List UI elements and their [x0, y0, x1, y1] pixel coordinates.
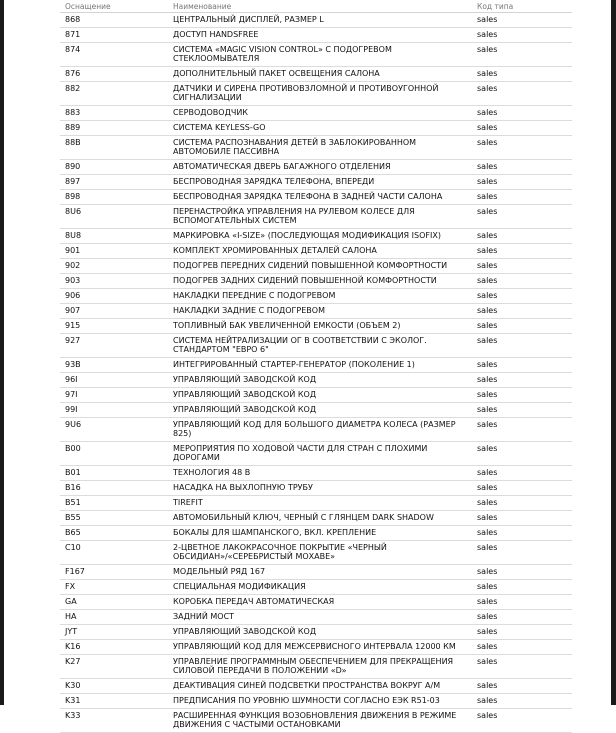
cell-type: sales — [472, 274, 572, 289]
cell-type: sales — [472, 373, 572, 388]
table-row — [60, 106, 572, 121]
header-type: Код типа — [472, 0, 572, 13]
cell-code: 874 — [60, 43, 168, 67]
cell-code: B55 — [60, 511, 168, 526]
cell-name: ЦЕНТРАЛЬНЫЙ ДИСПЛЕЙ, РАЗМЕР L — [168, 13, 472, 28]
table-row — [60, 205, 572, 229]
cell-code: 897 — [60, 175, 168, 190]
table-row — [60, 580, 572, 595]
header-code: Оснащение — [60, 0, 168, 13]
cell-name: МАРКИРОВКА «I-SIZE» (ПОСЛЕДУЮЩАЯ МОДИФИКАЦИЯ ISOFIX) — [168, 229, 472, 244]
cell-code: B51 — [60, 496, 168, 511]
header-name: Наименование — [168, 0, 472, 13]
cell-name: СЕРВОДОВОДЧИК — [168, 106, 472, 121]
cell-type: sales — [472, 319, 572, 334]
cell-type: sales — [472, 610, 572, 625]
cell-code: K16 — [60, 640, 168, 655]
cell-type: sales — [472, 67, 572, 82]
table-row — [60, 304, 572, 319]
cell-code: 927 — [60, 334, 168, 358]
table-row — [60, 610, 572, 625]
cell-type: sales — [472, 82, 572, 106]
cell-name: УПРАВЛЯЮЩИЙ ЗАВОДСКОЙ КОД — [168, 388, 472, 403]
table-row — [60, 595, 572, 610]
cell-type: sales — [472, 541, 572, 565]
table-row — [60, 679, 572, 694]
table-row — [60, 565, 572, 580]
cell-name: ДЕАКТИВАЦИЯ СИНЕЙ ПОДСВЕТКИ ПРОСТРАНСТВА ВОКРУГ А/М — [168, 679, 472, 694]
cell-type: sales — [472, 403, 572, 418]
cell-code: 871 — [60, 28, 168, 43]
table-row — [60, 442, 572, 466]
equipment-table — [60, 0, 572, 733]
cell-code: K31 — [60, 694, 168, 709]
table-row — [60, 526, 572, 541]
table-header-row — [60, 0, 572, 13]
table-row — [60, 334, 572, 358]
cell-code: 906 — [60, 289, 168, 304]
cell-name: НАКЛАДКИ ПЕРЕДНИЕ С ПОДОГРЕВОМ — [168, 289, 472, 304]
cell-type: sales — [472, 388, 572, 403]
table-row — [60, 82, 572, 106]
cell-type: sales — [472, 565, 572, 580]
cell-type: sales — [472, 43, 572, 67]
cell-type: sales — [472, 190, 572, 205]
cell-name: МЕРОПРИЯТИЯ ПО ХОДОВОЙ ЧАСТИ ДЛЯ СТРАН С ПЛОХИМИ ДОРОГАМИ — [168, 442, 472, 466]
cell-type: sales — [472, 655, 572, 679]
cell-type: sales — [472, 121, 572, 136]
table-row — [60, 388, 572, 403]
cell-name: УПРАВЛЯЮЩИЙ ЗАВОДСКОЙ КОД — [168, 625, 472, 640]
cell-name: АВТОМАТИЧЕСКАЯ ДВЕРЬ БАГАЖНОГО ОТДЕЛЕНИЯ — [168, 160, 472, 175]
cell-code: JYT — [60, 625, 168, 640]
cell-type: sales — [472, 334, 572, 358]
cell-name: TIREFIT — [168, 496, 472, 511]
table-row — [60, 244, 572, 259]
cell-code: 88B — [60, 136, 168, 160]
cell-code: K30 — [60, 679, 168, 694]
table-row — [60, 496, 572, 511]
cell-code: HA — [60, 610, 168, 625]
cell-type: sales — [472, 205, 572, 229]
cell-type: sales — [472, 481, 572, 496]
table-row — [60, 418, 572, 442]
table-row — [60, 481, 572, 496]
cell-type: sales — [472, 160, 572, 175]
cell-type: sales — [472, 511, 572, 526]
cell-code: B65 — [60, 526, 168, 541]
table-row — [60, 655, 572, 679]
cell-name: АВТОМОБИЛЬНЫЙ КЛЮЧ, ЧЕРНЫЙ С ГЛЯНЦЕМ DARK SHADOW — [168, 511, 472, 526]
cell-code: 898 — [60, 190, 168, 205]
table-row — [60, 319, 572, 334]
cell-code: B00 — [60, 442, 168, 466]
cell-code: 883 — [60, 106, 168, 121]
table-row — [60, 43, 572, 67]
cell-name: ДОПОЛНИТЕЛЬНЫЙ ПАКЕТ ОСВЕЩЕНИЯ САЛОНА — [168, 67, 472, 82]
left-dark-edge — [0, 0, 4, 705]
right-dark-edge — [611, 0, 616, 705]
table-row — [60, 28, 572, 43]
cell-name: РАСШИРЕННАЯ ФУНКЦИЯ ВОЗОБНОВЛЕНИЯ ДВИЖЕНИЯ В РЕЖИМЕ ДВИЖЕНИЯ С ЧАСТЫМИ ОСТАНОВКАМИ — [168, 709, 472, 733]
cell-type: sales — [472, 229, 572, 244]
cell-code: 907 — [60, 304, 168, 319]
cell-name: 2-ЦВЕТНОЕ ЛАКОКРАСОЧНОЕ ПОКРЫТИЕ «ЧЕРНЫЙ ОБСИДИАН»/«СЕРЕБРИСТЫЙ МОХАВЕ» — [168, 541, 472, 565]
cell-code: FX — [60, 580, 168, 595]
table-row — [60, 541, 572, 565]
cell-code: F167 — [60, 565, 168, 580]
cell-name: БОКАЛЫ ДЛЯ ШАМПАНСКОГО, ВКЛ. КРЕПЛЕНИЕ — [168, 526, 472, 541]
cell-code: 903 — [60, 274, 168, 289]
cell-code: 889 — [60, 121, 168, 136]
table-row — [60, 67, 572, 82]
table-row — [60, 640, 572, 655]
cell-code: 9U6 — [60, 418, 168, 442]
cell-name: БЕСПРОВОДНАЯ ЗАРЯДКА ТЕЛЕФОНА, ВПЕРЕДИ — [168, 175, 472, 190]
cell-name: СИСТЕМА «MAGIC VISION CONTROL» С ПОДОГРЕВОМ СТЕКЛООМЫВАТЕЛЯ — [168, 43, 472, 67]
cell-name: ТЕХНОЛОГИЯ 48 В — [168, 466, 472, 481]
cell-code: 882 — [60, 82, 168, 106]
cell-code: 96I — [60, 373, 168, 388]
cell-name: КОМПЛЕКТ ХРОМИРОВАННЫХ ДЕТАЛЕЙ САЛОНА — [168, 244, 472, 259]
cell-code: 8U8 — [60, 229, 168, 244]
table-row — [60, 403, 572, 418]
cell-name: СПЕЦИАЛЬНАЯ МОДИФИКАЦИЯ — [168, 580, 472, 595]
cell-type: sales — [472, 580, 572, 595]
cell-name: НАКЛАДКИ ЗАДНИЕ С ПОДОГРЕВОМ — [168, 304, 472, 319]
cell-name: ЗАДНИЙ МОСТ — [168, 610, 472, 625]
cell-code: 902 — [60, 259, 168, 274]
cell-type: sales — [472, 175, 572, 190]
table-row — [60, 466, 572, 481]
cell-name: СИСТЕМА НЕЙТРАЛИЗАЦИИ ОГ В СООТВЕТСТВИИ С ЭКОЛОГ. СТАНДАРТОМ "ЕВРО 6" — [168, 334, 472, 358]
table-row — [60, 136, 572, 160]
cell-type: sales — [472, 106, 572, 121]
cell-type: sales — [472, 640, 572, 655]
table-body — [60, 13, 572, 733]
cell-code: C10 — [60, 541, 168, 565]
cell-code: K27 — [60, 655, 168, 679]
cell-type: sales — [472, 694, 572, 709]
cell-name: ПОДОГРЕВ ЗАДНИХ СИДЕНИЙ ПОВЫШЕННОЙ КОМФОРТНОСТИ — [168, 274, 472, 289]
cell-name: ПРЕДПИСАНИЯ ПО УРОВНЮ ШУМНОСТИ СОГЛАСНО ЕЭК R51-03 — [168, 694, 472, 709]
cell-type: sales — [472, 358, 572, 373]
cell-code: 868 — [60, 13, 168, 28]
cell-type: sales — [472, 418, 572, 442]
cell-code: 8U6 — [60, 205, 168, 229]
cell-type: sales — [472, 304, 572, 319]
cell-type: sales — [472, 13, 572, 28]
cell-name: ДОСТУП HANDSFREE — [168, 28, 472, 43]
cell-name: ДАТЧИКИ И СИРЕНА ПРОТИВОВЗЛОМНОЙ И ПРОТИВОУГОННОЙ СИГНАЛИЗАЦИИ — [168, 82, 472, 106]
cell-type: sales — [472, 466, 572, 481]
cell-type: sales — [472, 442, 572, 466]
table-row — [60, 229, 572, 244]
cell-name: НАСАДКА НА ВЫХЛОПНУЮ ТРУБУ — [168, 481, 472, 496]
cell-code: 915 — [60, 319, 168, 334]
cell-code: 876 — [60, 67, 168, 82]
table-row — [60, 259, 572, 274]
table-row — [60, 358, 572, 373]
table-row — [60, 373, 572, 388]
cell-code: B01 — [60, 466, 168, 481]
cell-type: sales — [472, 625, 572, 640]
table-row — [60, 274, 572, 289]
table-row — [60, 694, 572, 709]
table-row — [60, 160, 572, 175]
cell-type: sales — [472, 28, 572, 43]
table-row — [60, 175, 572, 190]
cell-name: ТОПЛИВНЫЙ БАК УВЕЛИЧЕННОЙ ЕМКОСТИ (ОБЪЕМ 2) — [168, 319, 472, 334]
cell-code: K33 — [60, 709, 168, 733]
cell-code: 97I — [60, 388, 168, 403]
cell-name: ИНТЕГРИРОВАННЫЙ СТАРТЕР-ГЕНЕРАТОР (ПОКОЛЕНИЕ 1) — [168, 358, 472, 373]
table-row — [60, 289, 572, 304]
cell-name: СИСТЕМА РАСПОЗНАВАНИЯ ДЕТЕЙ В ЗАБЛОКИРОВАННОМ АВТОМОБИЛЕ ПАССИВНА — [168, 136, 472, 160]
cell-type: sales — [472, 595, 572, 610]
table-row — [60, 13, 572, 28]
table-row — [60, 709, 572, 733]
table-row — [60, 511, 572, 526]
cell-code: GA — [60, 595, 168, 610]
cell-type: sales — [472, 259, 572, 274]
cell-name: БЕСПРОВОДНАЯ ЗАРЯДКА ТЕЛЕФОНА В ЗАДНЕЙ ЧАСТИ САЛОНА — [168, 190, 472, 205]
cell-type: sales — [472, 136, 572, 160]
cell-name: СИСТЕМА KEYLESS-GO — [168, 121, 472, 136]
table-row — [60, 121, 572, 136]
cell-code: B16 — [60, 481, 168, 496]
cell-type: sales — [472, 496, 572, 511]
cell-code: 890 — [60, 160, 168, 175]
cell-code: 93B — [60, 358, 168, 373]
cell-name: УПРАВЛЯЮЩИЙ ЗАВОДСКОЙ КОД — [168, 403, 472, 418]
cell-name: ПЕРЕНАСТРОЙКА УПРАВЛЕНИЯ НА РУЛЕВОМ КОЛЕСЕ ДЛЯ ВСПОМОГАТЕЛЬНЫХ СИСТЕМ — [168, 205, 472, 229]
cell-name: УПРАВЛЯЮЩИЙ КОД ДЛЯ БОЛЬШОГО ДИАМЕТРА КОЛЕСА (РАЗМЕР 825) — [168, 418, 472, 442]
cell-type: sales — [472, 244, 572, 259]
cell-name: МОДЕЛЬНЫЙ РЯД 167 — [168, 565, 472, 580]
cell-name: УПРАВЛЕНИЕ ПРОГРАММНЫМ ОБЕСПЕЧЕНИЕМ ДЛЯ ПРЕКРАЩЕНИЯ СИЛОВОЙ ПЕРЕДАЧИ В ПОЛОЖЕНИИ «D» — [168, 655, 472, 679]
cell-code: 901 — [60, 244, 168, 259]
cell-code: 99I — [60, 403, 168, 418]
table-row — [60, 190, 572, 205]
cell-type: sales — [472, 526, 572, 541]
cell-type: sales — [472, 679, 572, 694]
cell-name: УПРАВЛЯЮЩИЙ ЗАВОДСКОЙ КОД — [168, 373, 472, 388]
cell-type: sales — [472, 289, 572, 304]
cell-name: ПОДОГРЕВ ПЕРЕДНИХ СИДЕНИЙ ПОВЫШЕННОЙ КОМФОРТНОСТИ — [168, 259, 472, 274]
cell-name: КОРОБКА ПЕРЕДАЧ АВТОМАТИЧЕСКАЯ — [168, 595, 472, 610]
cell-type: sales — [472, 709, 572, 733]
table-row — [60, 625, 572, 640]
cell-name: УПРАВЛЯЮЩИЙ КОД ДЛЯ МЕЖСЕРВИСНОГО ИНТЕРВАЛА 12000 КМ — [168, 640, 472, 655]
